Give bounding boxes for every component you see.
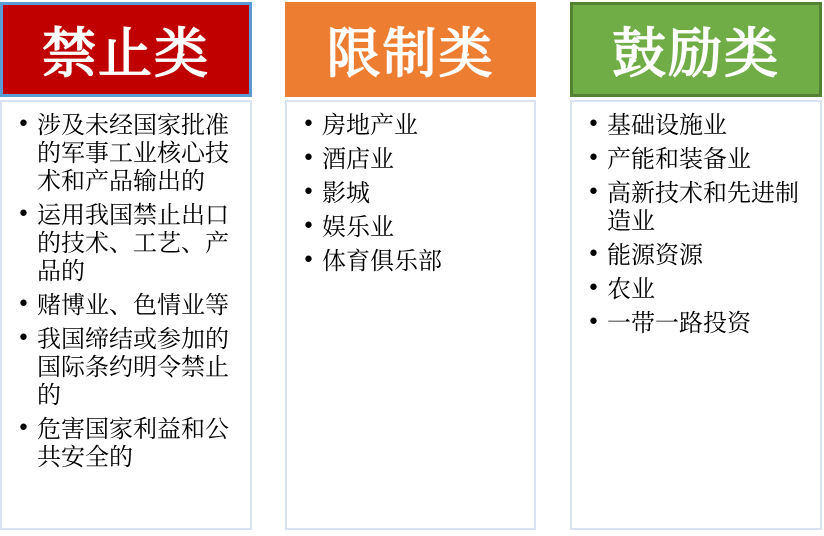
header-encouraged-title: 鼓励类	[612, 21, 780, 85]
list-item: • 危害国家利益和公共安全的	[15, 415, 244, 471]
list-item: • 基础设施业	[585, 111, 814, 139]
list-item: • 产能和装备业	[585, 145, 814, 173]
list-item: • 影城	[300, 179, 528, 207]
list-item: • 房地产业	[300, 111, 528, 139]
list-item: • 娱乐业	[300, 213, 528, 241]
column-encouraged	[570, 2, 822, 530]
panel-prohibited	[0, 100, 252, 530]
list-item: • 运用我国禁止出口的技术、工艺、产品的	[15, 201, 244, 285]
encouraged-list	[585, 111, 814, 337]
prohibited-list	[15, 111, 244, 471]
header-encouraged	[570, 2, 822, 97]
list-item: • 能源资源	[585, 241, 814, 269]
column-prohibited	[0, 2, 252, 530]
list-item: • 酒店业	[300, 145, 528, 173]
panel-restricted	[285, 100, 536, 530]
list-item: • 农业	[585, 275, 814, 303]
list-item: • 赌博业、色情业等	[15, 291, 244, 319]
list-item: • 我国缔结或参加的国际条约明令禁止的	[15, 325, 244, 409]
panel-encouraged	[570, 100, 822, 530]
header-prohibited	[0, 2, 252, 97]
column-restricted	[285, 2, 536, 530]
header-restricted-title: 限制类	[326, 21, 495, 85]
header-restricted	[285, 2, 536, 97]
restricted-list	[300, 111, 528, 275]
list-item: • 涉及未经国家批准的军事工业核心技术和产品输出的	[15, 111, 244, 195]
list-item: • 高新技术和先进制造业	[585, 179, 814, 235]
list-item: • 体育俱乐部	[300, 247, 528, 275]
list-item: • 一带一路投资	[585, 309, 814, 337]
header-prohibited-title: 禁止类	[42, 21, 210, 85]
